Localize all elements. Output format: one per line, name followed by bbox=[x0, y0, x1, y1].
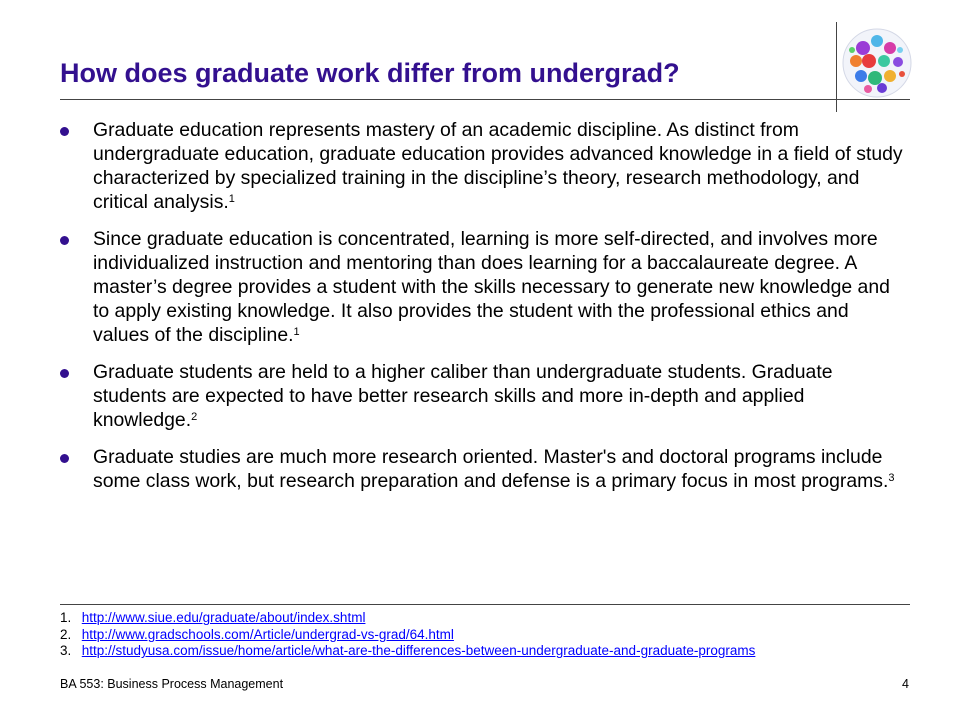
colorful-bubbles-logo-icon bbox=[842, 28, 912, 98]
bullet-text: Graduate studies are much more research oriented. Master's and doctoral programs include some class work, but research preparation and defense is a primary focus in most programs. bbox=[93, 446, 889, 492]
bullet-text: Since graduate education is concentrated, learning is more self-directed, and involves more individualized instruction and mentoring than does learning for a baccalaureate degree. A master’s degree provides a student with the skills necessary to generate new knowledge and to apply existing knowledge. It also provides the student with the professional ethics and values of the discipline. bbox=[93, 228, 890, 346]
bullet-reference: 3 bbox=[888, 472, 895, 484]
bullet-reference: 1 bbox=[228, 193, 235, 205]
bullet-item bbox=[60, 227, 910, 347]
footnote-divider bbox=[60, 604, 910, 605]
footnote-link[interactable]: http://studyusa.com/issue/home/article/what-are-the-differences-between-undergraduate-and-graduate-programs bbox=[81, 643, 756, 658]
footer-course: BA 553: Business Process Management bbox=[60, 677, 284, 691]
footnote-link[interactable]: http://www.siue.edu/graduate/about/index.shtml bbox=[81, 610, 366, 625]
title-divider bbox=[60, 99, 910, 100]
bullet-dot-icon bbox=[60, 127, 69, 136]
bullet-dot-icon bbox=[60, 454, 69, 463]
footnote-link[interactable]: http://www.gradschools.com/Article/undergrad-vs-grad/64.html bbox=[81, 626, 454, 642]
bullet-item bbox=[60, 360, 910, 432]
bullet-reference: 1 bbox=[293, 326, 300, 338]
bullet-item bbox=[60, 118, 910, 214]
footnote-item bbox=[60, 627, 755, 644]
footnote-number: 2. bbox=[60, 626, 72, 642]
bullet-dot-icon bbox=[60, 236, 69, 245]
bullet-item bbox=[60, 445, 910, 493]
slide-title: How does graduate work differ from undergrad? bbox=[60, 58, 680, 88]
logo-divider bbox=[836, 22, 837, 112]
footnote-number: 3. bbox=[60, 643, 72, 658]
bullet-list bbox=[60, 118, 910, 506]
bullet-dot-icon bbox=[60, 369, 69, 378]
bullet-text: Graduate education represents mastery of an academic discipline. As distinct from undergraduate education, graduate education provides advanced knowledge in a field of study characterized by specialized training in the discipline’s theory, research methodology, and critical analysis. bbox=[93, 119, 903, 213]
footnote-item bbox=[60, 610, 755, 627]
bullet-reference: 2 bbox=[191, 411, 198, 423]
bullet-text: Graduate students are held to a higher caliber than undergraduate students. Graduate students are expected to have better research skills and more in-depth and applied knowledge. bbox=[93, 361, 833, 431]
footnote-list bbox=[60, 610, 755, 660]
page-number: 4 bbox=[902, 677, 909, 691]
footnote-number: 1. bbox=[60, 610, 72, 625]
footnote-item bbox=[60, 643, 755, 660]
